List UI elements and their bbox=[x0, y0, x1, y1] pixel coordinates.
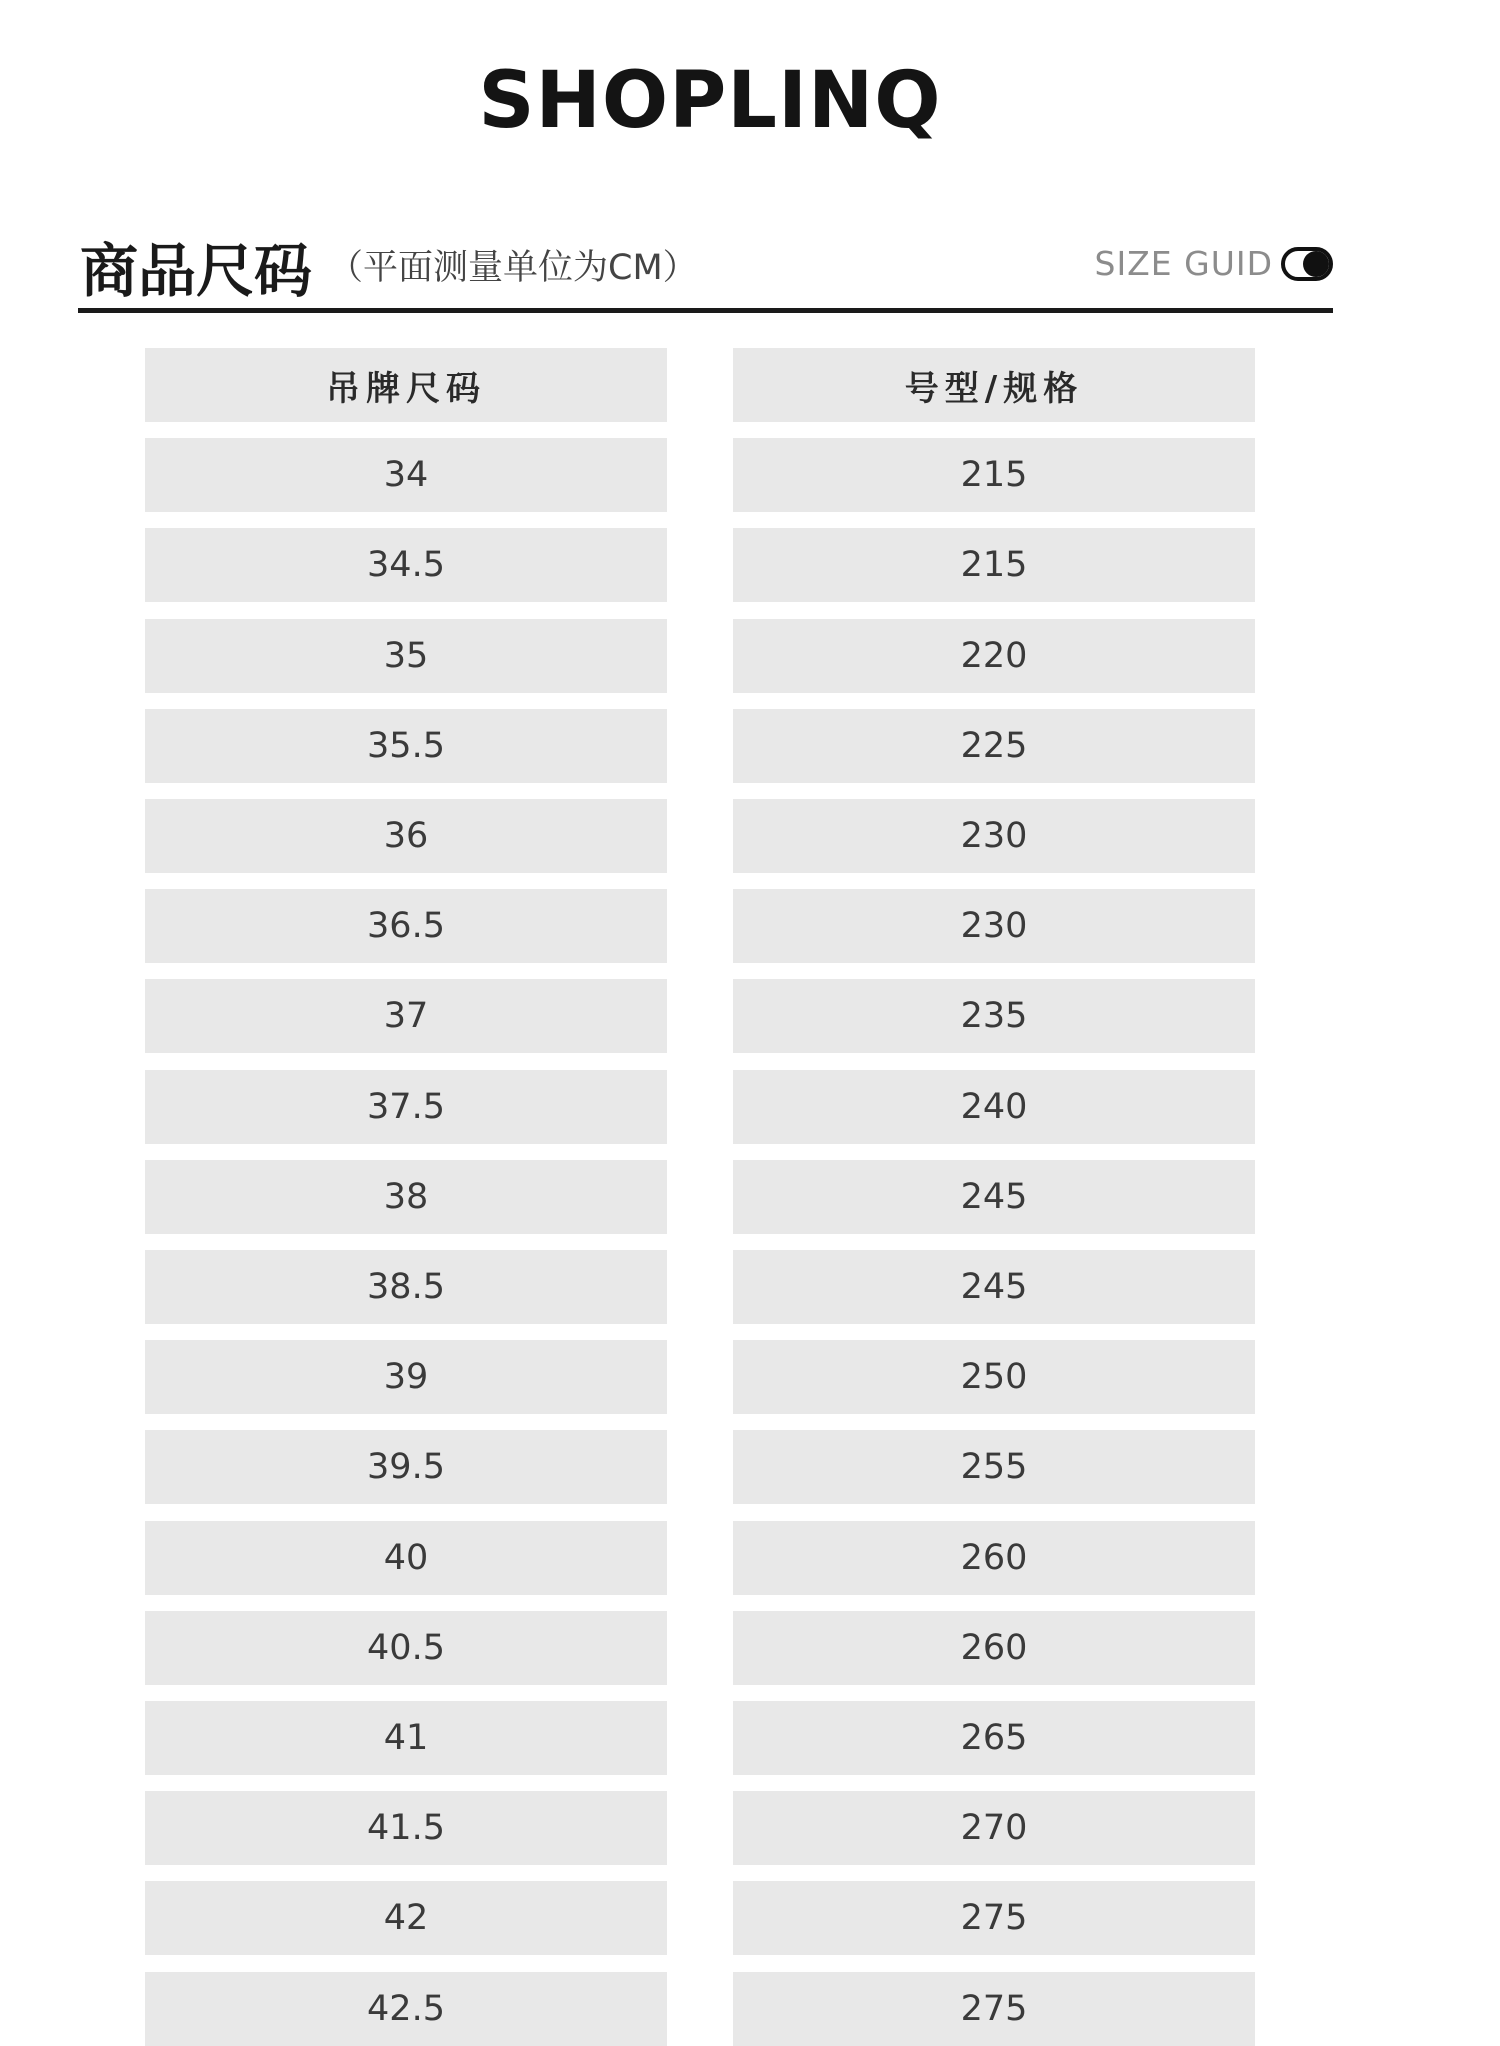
table-cell-spec: 265 bbox=[733, 1701, 1255, 1775]
table-cell-spec: 245 bbox=[733, 1250, 1255, 1324]
table-cell-spec: 215 bbox=[733, 528, 1255, 602]
table-cell-tag-size: 38 bbox=[145, 1160, 667, 1234]
table-cell-tag-size: 38.5 bbox=[145, 1250, 667, 1324]
table-cell-tag-size: 40 bbox=[145, 1521, 667, 1595]
table-cell-spec: 250 bbox=[733, 1340, 1255, 1414]
table-cell-spec: 255 bbox=[733, 1430, 1255, 1504]
table-cell-spec: 260 bbox=[733, 1611, 1255, 1685]
table-cell-tag-size: 37 bbox=[145, 979, 667, 1053]
section-title: 商品尺码 bbox=[80, 237, 313, 305]
brand-logo: SHOPLINQ bbox=[478, 56, 942, 146]
table-cell-spec: 235 bbox=[733, 979, 1255, 1053]
table-cell-tag-size: 42.5 bbox=[145, 1972, 667, 2046]
size-guide[interactable] bbox=[1095, 244, 1334, 283]
table-cell-tag-size: 35.5 bbox=[145, 709, 667, 783]
table-cell-tag-size: 41.5 bbox=[145, 1791, 667, 1865]
column-header-spec: 号型/规格 bbox=[733, 348, 1255, 422]
table-cell-spec: 240 bbox=[733, 1070, 1255, 1144]
table-cell-tag-size: 36 bbox=[145, 799, 667, 873]
table-cell-tag-size: 40.5 bbox=[145, 1611, 667, 1685]
toggle-icon[interactable] bbox=[1281, 247, 1333, 281]
table-cell-spec: 225 bbox=[733, 709, 1255, 783]
table-cell-tag-size: 37.5 bbox=[145, 1070, 667, 1144]
table-cell-tag-size: 39 bbox=[145, 1340, 667, 1414]
table-cell-spec: 230 bbox=[733, 799, 1255, 873]
table-cell-spec: 230 bbox=[733, 889, 1255, 963]
table-cell-spec: 220 bbox=[733, 619, 1255, 693]
table-cell-tag-size: 42 bbox=[145, 1881, 667, 1955]
column-header-tag-size: 吊牌尺码 bbox=[145, 348, 667, 422]
table-cell-tag-size: 34.5 bbox=[145, 528, 667, 602]
table-cell-tag-size: 35 bbox=[145, 619, 667, 693]
table-cell-tag-size: 41 bbox=[145, 1701, 667, 1775]
table-cell-tag-size: 34 bbox=[145, 438, 667, 512]
table-cell-spec: 215 bbox=[733, 438, 1255, 512]
section-subtitle: （平面测量单位为CM） bbox=[328, 248, 698, 288]
table-cell-spec: 260 bbox=[733, 1521, 1255, 1595]
table-cell-spec: 275 bbox=[733, 1972, 1255, 2046]
section-header bbox=[78, 218, 1333, 313]
table-cell-tag-size: 39.5 bbox=[145, 1430, 667, 1504]
table-cell-tag-size: 36.5 bbox=[145, 889, 667, 963]
table-cell-spec: 245 bbox=[733, 1160, 1255, 1234]
size-guide-label: SIZE GUID bbox=[1094, 244, 1273, 283]
table-cell-spec: 275 bbox=[733, 1881, 1255, 1955]
table-cell-spec: 270 bbox=[733, 1791, 1255, 1865]
